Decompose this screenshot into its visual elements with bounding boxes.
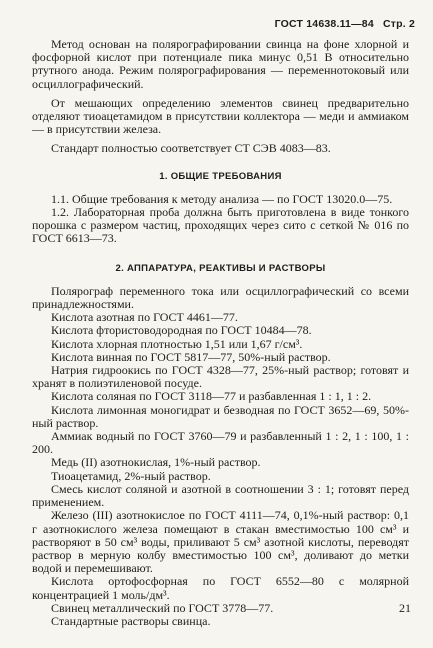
- reagent-item: Свинец металлический по ГОСТ 3778—77.: [51, 600, 274, 615]
- page-header: [275, 18, 415, 30]
- standard-number: ГОСТ 14638.11—84: [274, 18, 374, 30]
- clause-1-1: 1.1. Общие требования к методу анализа — по ГОСТ 13020.0—75.: [51, 191, 393, 206]
- reagent-item: Стандартные растворы свинца.: [51, 613, 211, 628]
- reagent-item: Железо (III) азотнокислое по ГОСТ 4111—74, 0,1%-ный раствор: 0,1 г азотнокислого железа помещают в стакан вместимостью 100 см³ и растворяют в 50 см³ воды, приливают 5 см³ азотной кислоты, переводят раствор в мерную колбу вместимостью 100 см³, доливают до метки водой и перемешивают.: [32, 508, 409, 576]
- reagent-item: Кислота лимонная моногидрат и безводная по ГОСТ 3652—69, 50%-ный раствор.: [32, 402, 409, 430]
- reagent-item: Кислота азотная по ГОСТ 4461—77.: [51, 310, 238, 325]
- reagent-item: Аммиак водный по ГОСТ 3760—79 и разбавленный 1 : 2, 1 : 100, 1 : 200.: [32, 429, 409, 457]
- page-number: 21: [399, 601, 411, 615]
- reagent-item: Кислота фтористоводородная по ГОСТ 10484—78.: [51, 323, 312, 338]
- intro-paragraph-method: Метод основан на полярографировании свинца на фоне хлорной и фосфорной кислот при потенциале пика минус 0,51 В относительно ртутного анода. Режим полярографирования — переменнотоковый или осциллографический.: [32, 37, 409, 91]
- reagent-item: Медь (II) азотнокислая, 1%-ный раствор.: [51, 455, 261, 470]
- section-title-general-requirements: 1. ОБЩИЕ ТРЕБОВАНИЯ: [159, 170, 282, 182]
- document-body: [32, 38, 409, 628]
- page-label: Стр. 2: [382, 18, 415, 30]
- reagent-item: Смесь кислот соляной и азотной в соотношении 3 : 1; готовят перед применением.: [32, 481, 409, 510]
- reagent-item: Кислота соляная по ГОСТ 3118—77 и разбавленная 1 : 1, 1 : 2.: [51, 389, 372, 404]
- reagent-item: Тиоацетамид, 2%-ный раствор.: [51, 468, 211, 483]
- clause-1-2: 1.2. Лабораторная проба должна быть приготовлена в виде тонкого порошка с размером частиц, проходящих через сито с сеткой № 016 по ГОСТ 6613—73.: [32, 205, 409, 246]
- reagent-item: Натрия гидроокись по ГОСТ 4328—77, 25%-ный раствор; готовят и хранят в полиэтиленовой посуде.: [32, 363, 409, 391]
- reagent-item: Кислота хлорная плотностью 1,51 или 1,67 г/см³.: [51, 336, 303, 351]
- section-title-equipment-reagents: 2. АППАРАТУРА, РЕАКТИВЫ И РАСТВОРЫ: [115, 262, 326, 274]
- intro-paragraph-separation: От мешающих определению элементов свинец предварительно отделяют тиоацетамидом в присутствии коллектора — меди и аммиаком — в присутствии железа.: [32, 95, 409, 137]
- intro-paragraph-compliance: Стандарт полностью соответствует СТ СЭВ 4083—83.: [51, 141, 331, 156]
- reagent-item: Кислота винная по ГОСТ 5817—77, 50%-ный раствор.: [51, 349, 331, 364]
- reagent-item: Кислота ортофосфорная по ГОСТ 6552—80 с молярной концентрацией 1 моль/дм³.: [32, 574, 409, 602]
- reagent-item: Полярограф переменного тока или осциллографический со всеми принадлежностями.: [32, 283, 409, 312]
